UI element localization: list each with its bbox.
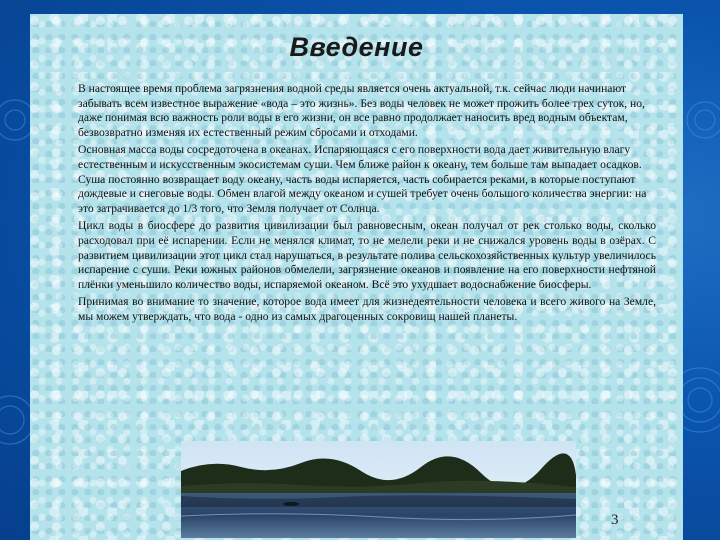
paragraph-1: В настоящее время проблема загрязнения водной среды является очень актуальной, т.к. сейчас люди начинают забывать всем известное выражение «вода – это жизнь». Без воды человек не может прожить более трех суток, но, даже понимая всю важность роли воды в его жизни, он все равно продолжает наносить вред водным объектам, безвозвратно изменяя их естественный режим сбросами и отходами. [78, 82, 645, 139]
slide-body [78, 82, 656, 328]
page-number: 3 [611, 512, 619, 528]
slide-title: Введение [289, 32, 424, 62]
paragraph-3: Цикл воды в биосфере до развития цивилизации был равновесным, океан получал от рек столько воды, сколько расходовал при её испарении. Если не менялся климат, то не мелели реки и не снижался уровень воды в озёрах. С развитием цивилизации этот цикл стал нарушаться, в результате полива сельскохозяйственных культур увеличилось испарение с суши. Реки южных районов обмелели, загрязнение океанов и появление на его поверхности нефтяной плёнки уменьшило количество воды, испаряемой океаном. Всё это ухудшает водоснабжение биосферы. [78, 219, 656, 291]
lake-photo [181, 441, 576, 538]
slide-panel [30, 14, 683, 540]
paragraph-4: Принимая во внимание то значение, которое вода имеет для жизнедеятельности человека и всего живого на Земле, мы можем утверждать, что вода - одно из самых драгоценных сокровищ нашей планеты. [78, 295, 656, 323]
paragraph-2: Основная масса воды сосредоточена в океанах. Испаряющаяся с его поверхности вода дает живительную влагу естественным и искусственным экосистемам суши. Чем ближе район к океану, тем больше там выпадает осадков. Суша постоянно возвращает воду океану, часть воды испаряется, часть собирается реками, в которые поступают дождевые и снеговые воды. Обмен влагой между океаном и сушей требует очень большого количества энергии: на это затрачивается до 1/3 того, что Земля получает от Солнца. [78, 143, 647, 215]
